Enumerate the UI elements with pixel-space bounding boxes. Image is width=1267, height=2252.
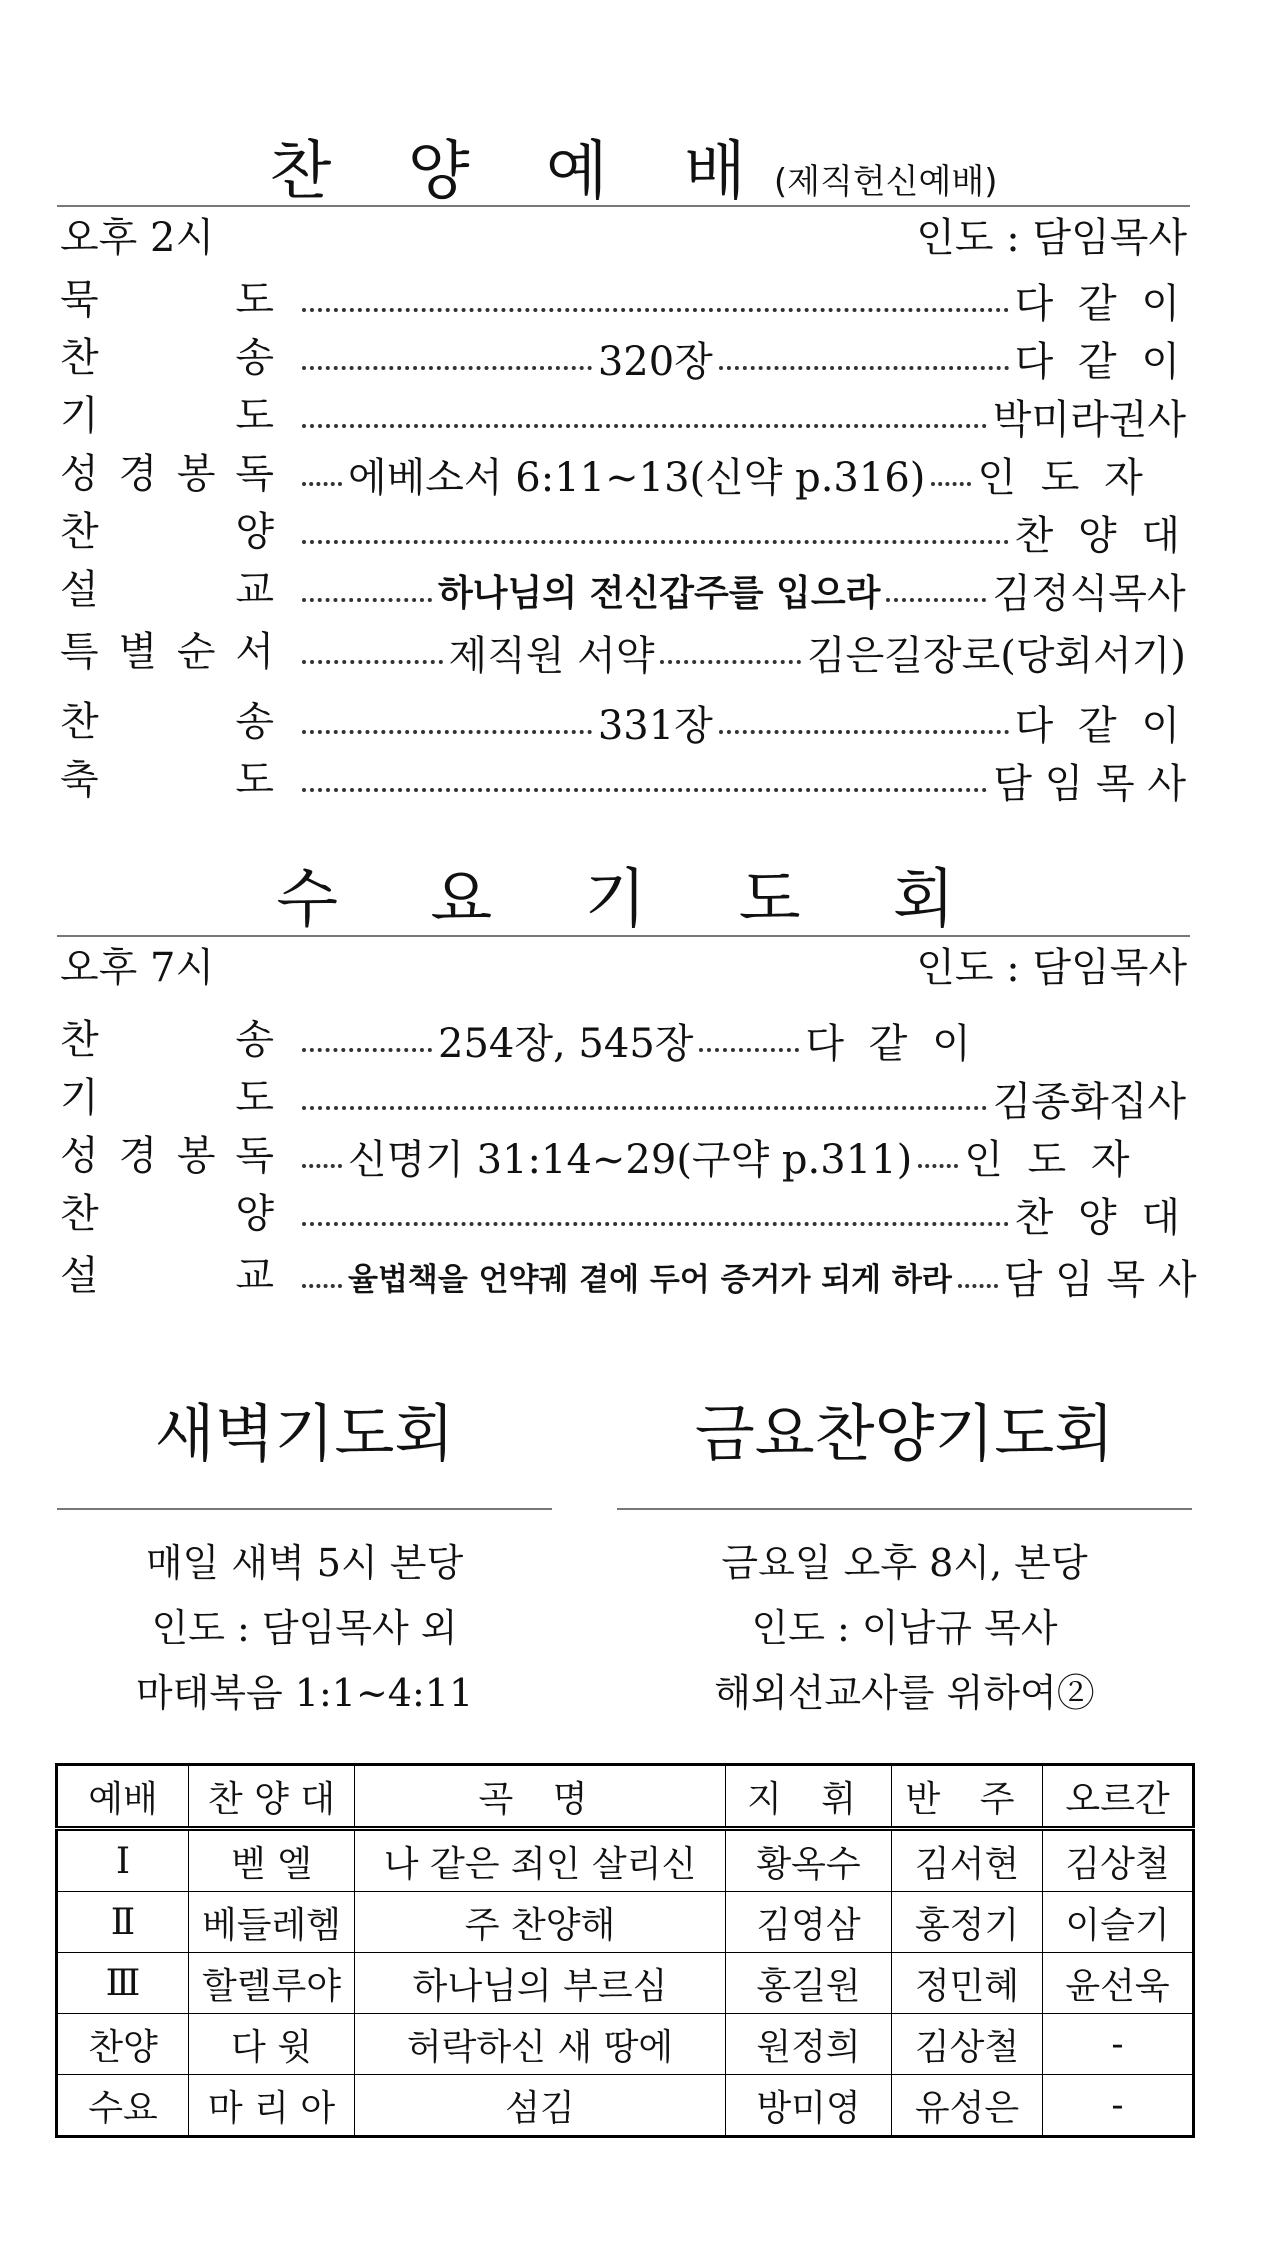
wednesday-item-label xyxy=(60,1248,274,1304)
cell-service: 수요 xyxy=(57,2075,189,2137)
label-char: 교 xyxy=(235,1253,274,1299)
cell-song: 하나님의 부르심 xyxy=(355,1953,726,2014)
leader-dots xyxy=(886,598,986,602)
label-char: 찬 xyxy=(60,1191,99,1237)
praise-item xyxy=(60,272,1186,328)
cell-song: 허락하신 새 땅에 xyxy=(355,2014,726,2075)
wednesday-item xyxy=(60,1070,1186,1126)
cell-choir: 할렐루야 xyxy=(189,1953,355,2014)
label-char: 순 xyxy=(176,629,216,675)
wednesday-leader: 인도 : 담임목사 xyxy=(916,945,1187,991)
cell-song: 주 찬양해 xyxy=(355,1892,726,1953)
praise-item xyxy=(60,504,1186,560)
cell-song: 나 같은 죄인 살리신 xyxy=(355,1829,726,1892)
dawn-title: 새벽기도회 xyxy=(154,1397,455,1470)
label-char: 봉 xyxy=(176,451,216,497)
label-char: 찬 xyxy=(60,699,99,745)
leader-dots xyxy=(302,1106,987,1110)
wednesday-item-label xyxy=(60,1070,274,1126)
praise-item-label xyxy=(60,504,274,560)
label-char: 도 xyxy=(235,1075,274,1121)
leader-dots xyxy=(302,598,432,602)
praise-item xyxy=(60,330,1186,386)
praise-item-person: 담 임 목 사 xyxy=(993,760,1186,807)
label-char: 서 xyxy=(235,629,274,675)
cell-conductor: 원정희 xyxy=(726,2014,892,2075)
dawn-line-1: 매일 새벽 5시 본당 xyxy=(145,1541,464,1585)
leader-dots xyxy=(719,366,1009,370)
table-row xyxy=(57,1953,1194,2014)
header-accompanist: 반 주 xyxy=(892,1765,1043,1829)
dawn-line-3: 마태복음 1:1~4:11 xyxy=(135,1671,474,1715)
wednesday-item xyxy=(60,1248,1197,1304)
label-char: 기 xyxy=(60,393,99,439)
label-char: 도 xyxy=(235,393,274,439)
label-char: 성 xyxy=(60,451,99,497)
label-char: 설 xyxy=(60,1253,99,1299)
cell-song: 섬김 xyxy=(355,2075,726,2137)
leader-dots xyxy=(302,1048,432,1052)
wednesday-item-person: 찬 양 대 xyxy=(1014,1194,1186,1241)
label-char: 특 xyxy=(60,629,99,675)
praise-item xyxy=(60,624,1186,680)
cell-organ: - xyxy=(1043,2014,1194,2075)
cell-organ: 이슬기 xyxy=(1043,1892,1194,1953)
wednesday-item xyxy=(60,1186,1186,1242)
leader-dots xyxy=(302,730,592,734)
cell-choir: 마 리 아 xyxy=(189,2075,355,2137)
label-char: 축 xyxy=(60,757,99,803)
praise-item xyxy=(60,752,1186,808)
leader-dots xyxy=(302,308,1009,312)
label-char: 도 xyxy=(235,277,274,323)
cell-service: Ⅱ xyxy=(57,1892,189,1953)
praise-item-label xyxy=(60,388,274,444)
leader-dots xyxy=(302,1164,342,1168)
label-char: 별 xyxy=(118,629,158,675)
wednesday-item-label xyxy=(60,1012,274,1068)
friday-line-1: 금요일 오후 8시, 본당 xyxy=(721,1541,1088,1585)
praise-time: 오후 2시 xyxy=(60,215,215,261)
praise-item xyxy=(60,694,1186,750)
table-row xyxy=(57,1892,1194,1953)
praise-item-person: 김은길장로(당회서기) xyxy=(807,632,1186,679)
praise-item-label xyxy=(60,624,274,680)
praise-item-label xyxy=(60,272,274,328)
wednesday-item xyxy=(60,1128,1186,1184)
table-row xyxy=(57,1829,1194,1892)
cell-accompanist: 유성은 xyxy=(892,2075,1043,2137)
friday-title: 금요찬양기도회 xyxy=(694,1397,1115,1470)
cell-choir: 다 윗 xyxy=(189,2014,355,2075)
leader-dots xyxy=(699,1048,799,1052)
header-choir: 찬 양 대 xyxy=(189,1765,355,1829)
praise-item xyxy=(60,562,1186,618)
table-header-row xyxy=(57,1765,1194,1829)
praise-leader: 인도 : 담임목사 xyxy=(916,215,1187,261)
table-row xyxy=(57,2075,1194,2137)
cell-conductor: 김영삼 xyxy=(726,1892,892,1953)
wednesday-time: 오후 7시 xyxy=(60,945,215,991)
cell-organ: - xyxy=(1043,2075,1194,2137)
dawn-divider xyxy=(57,1508,552,1510)
leader-dots xyxy=(302,540,1009,544)
wednesday-item-person: 담 임 목 사 xyxy=(1003,1256,1197,1303)
leader-dots xyxy=(958,1284,998,1288)
praise-title xyxy=(0,135,1267,209)
cell-choir: 베들레헴 xyxy=(189,1892,355,1953)
cell-service: Ⅰ xyxy=(57,1829,189,1892)
praise-item-label xyxy=(60,330,274,386)
wednesday-divider xyxy=(57,935,1190,937)
header-service: 예배 xyxy=(57,1765,189,1829)
label-char: 성 xyxy=(60,1133,99,1179)
label-char: 양 xyxy=(235,1191,274,1237)
label-char: 도 xyxy=(235,757,274,803)
leader-dots xyxy=(302,482,342,486)
header-conductor: 지 휘 xyxy=(726,1765,892,1829)
praise-item-detail: 320장 xyxy=(597,338,713,385)
label-char: 설 xyxy=(60,567,99,613)
leader-dots xyxy=(931,482,971,486)
header-song: 곡 명 xyxy=(355,1765,726,1829)
praise-item-label xyxy=(60,752,274,808)
praise-item xyxy=(60,388,1186,444)
friday-divider xyxy=(617,1508,1192,1510)
wednesday-item-detail: 신명기 31:14~29(구약 p.311) xyxy=(348,1136,913,1183)
praise-item-label xyxy=(60,446,274,502)
wednesday-item-label xyxy=(60,1128,274,1184)
cell-conductor: 홍길원 xyxy=(726,1953,892,2014)
cell-accompanist: 정민혜 xyxy=(892,1953,1043,2014)
wednesday-item-label xyxy=(60,1186,274,1242)
cell-accompanist: 홍정기 xyxy=(892,1892,1043,1953)
praise-item-detail: 에베소서 6:11~13(신약 p.316) xyxy=(348,454,926,501)
praise-item-person: 다 같 이 xyxy=(1014,280,1186,327)
leader-dots xyxy=(918,1164,958,1168)
leader-dots xyxy=(302,660,443,664)
label-char: 경 xyxy=(118,1133,158,1179)
praise-item-detail: 331장 xyxy=(597,702,713,749)
praise-item-person: 김정식목사 xyxy=(992,570,1186,617)
praise-item-label xyxy=(60,694,274,750)
wednesday-item-person: 다 같 이 xyxy=(805,1020,977,1067)
praise-title-main: 찬 양 예 배 xyxy=(269,135,774,209)
friday-line-2: 인도 : 이남규 목사 xyxy=(751,1606,1058,1650)
table-row xyxy=(57,2014,1194,2075)
leader-dots xyxy=(302,366,592,370)
label-char: 양 xyxy=(235,509,274,555)
label-char: 송 xyxy=(235,1017,274,1063)
label-char: 찬 xyxy=(60,335,99,381)
praise-item-person: 다 같 이 xyxy=(1014,338,1187,385)
header-organ: 오르간 xyxy=(1043,1765,1194,1829)
label-char: 송 xyxy=(235,699,274,745)
praise-item-person: 찬 양 대 xyxy=(1014,512,1186,559)
wednesday-item-detail: 율법책을 언약궤 곁에 두어 증거가 되게 하라 xyxy=(348,1261,952,1298)
cell-choir: 벧 엘 xyxy=(189,1829,355,1892)
label-char: 봉 xyxy=(176,1133,216,1179)
label-char: 찬 xyxy=(60,1017,99,1063)
cell-service: Ⅲ xyxy=(57,1953,189,2014)
praise-item-detail: 하나님의 전신갑주를 입으라 xyxy=(438,572,881,614)
label-char: 묵 xyxy=(60,277,99,323)
cell-conductor: 황옥수 xyxy=(726,1829,892,1892)
label-char: 경 xyxy=(118,451,158,497)
label-char: 독 xyxy=(235,451,274,497)
leader-dots xyxy=(719,730,1009,734)
wednesday-title: 수 요 기 도 회 xyxy=(276,863,991,937)
label-char: 교 xyxy=(235,567,274,613)
cell-accompanist: 김서현 xyxy=(892,1829,1043,1892)
label-char: 독 xyxy=(235,1133,274,1179)
friday-line-3: 해외선교사를 위하여② xyxy=(714,1671,1095,1715)
praise-divider xyxy=(57,205,1190,207)
praise-item-person: 다 같 이 xyxy=(1014,702,1187,749)
praise-subtitle: (제직헌신예배) xyxy=(773,162,998,202)
leader-dots xyxy=(302,788,987,792)
praise-item xyxy=(60,446,1186,502)
choir-schedule-table xyxy=(55,1763,1195,2138)
wednesday-item-detail: 254장, 545장 xyxy=(438,1020,694,1067)
label-char: 찬 xyxy=(60,509,99,555)
label-char: 기 xyxy=(60,1075,99,1121)
cell-organ: 김상철 xyxy=(1043,1829,1194,1892)
wednesday-item-person: 인 도 자 xyxy=(964,1136,1136,1183)
wednesday-item xyxy=(60,1012,1186,1068)
praise-item-person: 인 도 자 xyxy=(977,454,1149,501)
leader-dots xyxy=(660,660,801,664)
leader-dots xyxy=(302,424,987,428)
wednesday-item-person: 김종화집사 xyxy=(992,1078,1186,1125)
cell-service: 찬양 xyxy=(57,2014,189,2075)
praise-item-detail: 제직원 서약 xyxy=(448,632,655,679)
cell-conductor: 방미영 xyxy=(726,2075,892,2137)
label-char: 송 xyxy=(235,335,274,381)
cell-organ: 윤선욱 xyxy=(1043,1953,1194,2014)
leader-dots xyxy=(302,1284,342,1288)
leader-dots xyxy=(302,1222,1009,1226)
cell-accompanist: 김상철 xyxy=(892,2014,1043,2075)
praise-item-person: 박미라권사 xyxy=(992,396,1186,443)
dawn-line-2: 인도 : 담임목사 외 xyxy=(151,1606,458,1650)
praise-item-label xyxy=(60,562,274,618)
